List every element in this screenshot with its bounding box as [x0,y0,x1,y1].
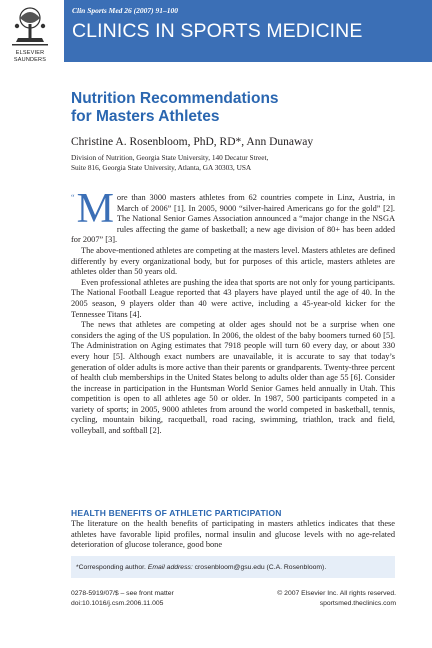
corresponding-author-note [76,564,326,571]
footer-issn-doi [71,589,174,608]
paragraph-1 [71,186,395,246]
paragraph-3: Even professional athletes are pushing the idea that sports are not only for young participants. The National Football League reported that 43 players have played until the age of 40. In the 2005 season, 9 players older than 40 were active, including a 45-year-old kicker for the Tennessee Titans [4]. [71,277,395,319]
opening-quote: “ [71,193,75,202]
journal-header-bar [64,0,432,62]
paragraph-4: The news that athletes are competing at older ages should not be a surprise when one considers the aging of the US population. In 2006, the oldest of the baby boomers turned 60 [5]. The Administration on Aging estimates that 7918 people will turn 60 every day, or about 330 every hour [5]. Although exact numbers are unavailable, it is accurate to say that today’s generation of older adults is more active than their parents or grandparents. Twenty-three percent of health club memberships in the United States belong to adults older than age 55 [6]. Consider the increase in participation in the Huntsman World Senior Games held annually in Utah. This competition is open to all athletes age 50 or older. In 1987, 500 participants competed in a variety of sports; in 2005, 9000 athletes from around the world competed in basketball, tennis, cycling, mountain biking, racquetball, road racing, swimming, triathlon, track and field, volleyball, and softball [2]. [71,320,395,436]
email-label: Email address: [147,564,193,571]
author-list: Christine A. Rosenbloom, PhD, RD*, Ann Dunaway [71,136,314,148]
footer-copyright [277,589,396,608]
title-line-2: for Masters Athletes [71,107,220,125]
journal-citation: Clin Sports Med 26 (2007) 91–100 [72,6,179,15]
article-title [71,90,279,125]
title-line-1: Nutrition Recommendations [71,90,279,107]
affiliation-line-2: Suite 816, Georgia State University, Atlanta, GA 30303, USA [71,163,252,172]
paragraph-2: The above-mentioned athletes are competing at the masters level. Masters athletes are defined differently by every organizational body, but for purposes of this article, masters athletes are athletes older than 50 years old. [71,245,395,277]
affiliation-line-1: Division of Nutrition, Georgia State University, 140 Decatur Street, [71,153,269,162]
publisher-logo [0,0,64,72]
elsevier-tree-icon [8,4,52,48]
journal-title: CLINICS IN SPORTS MEDICINE [72,20,363,42]
article-body [71,186,395,437]
footnote-prefix: *Corresponding author. [76,564,146,571]
publisher-name: ELSEVIER SAUNDERS [13,50,47,63]
doi-link[interactable]: doi:10.1016/j.csm.2006.11.005 [71,599,164,607]
journal-website-link[interactable]: sportsmed.theclinics.com [319,599,396,607]
drop-cap: M [76,186,114,232]
issn-line: 0278-5919/07/$ – see front matter [71,590,174,597]
author-email-link[interactable]: crosenbloom@gsu.edu (C.A. Rosenbloom). [194,564,327,571]
paragraph-1-text: ore than 3000 masters athletes from 62 countries compete in Linz, Austria, in March of 2006” [1]. In 2005, 9000 “silver-haired Americans go for the gold” [2]. The National Senior Games Association announced a “major change in the NSGA rules affecting the game of basketball; a new age division of 80+ has been added for 2007” [3]. [71,193,395,245]
affiliation [71,153,268,173]
section-heading: HEALTH BENEFITS OF ATHLETIC PARTICIPATION [71,508,282,518]
section-paragraph: The literature on the health benefits of participating in masters athletics indicates that these athletes have favorable lipid profiles, normal insulin and glucose levels with no age-related deterioration of glucose tolerance, good bone [71,519,395,550]
copyright-line: © 2007 Elsevier Inc. All rights reserved. [277,590,396,597]
